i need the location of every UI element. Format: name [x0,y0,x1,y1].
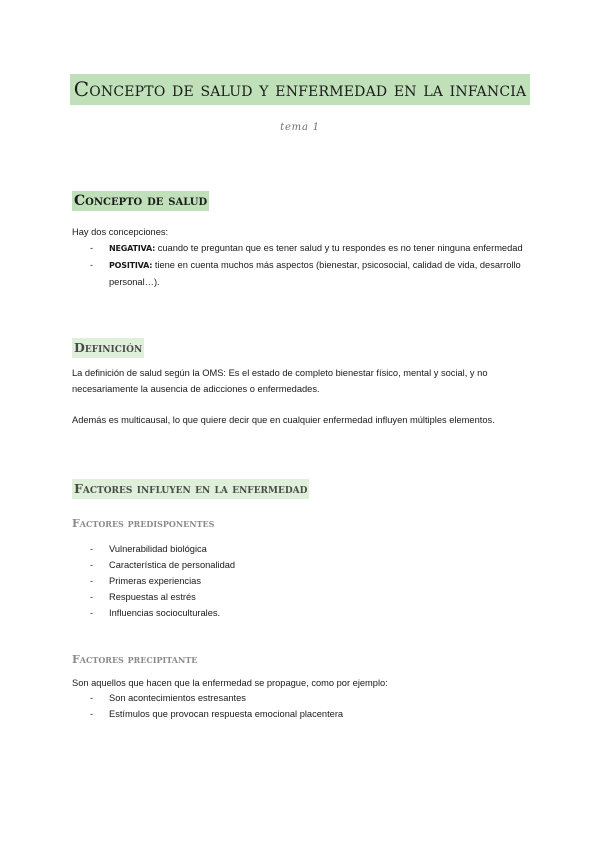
list-item [72,541,532,557]
definicion-paragraph-1: La definición de salud según la OMS: Es el estado de completo bienestar físico, mental y social, y no necesariamente la ausencia de adicciones o enfermedades. [72,368,488,394]
dash-bullet: - [90,592,94,602]
concepciones-list [72,240,532,290]
item-text: tiene en cuenta muchos más aspectos (bienestar, psicosocial, calidad de vida, desarrollo personal…). [109,260,521,287]
item-text: Respuestas al estrés [109,592,196,602]
item-text: Influencias socioculturales. [109,608,221,618]
dash-bullet: - [90,260,94,270]
document-title: Concepto de salud y enfermedad en la infancia [70,74,531,105]
item-text: Estímulos que provocan respuesta emocional placentera [109,709,344,719]
list-item [72,589,532,605]
term-positiva: POSITIVA: [109,261,153,270]
term-negativa: NEGATIVA: [109,244,156,253]
item-text: Vulnerabilidad biológica [109,544,207,554]
list-item [72,257,532,290]
document-subtitle: tema 1 [280,122,320,133]
heading-definicion: Definición [72,338,144,358]
precipitante-intro: Son aquellos que hacen que la enfermedad se propague, como por ejemplo: [72,678,388,688]
list-item [72,690,532,706]
title-block [0,74,600,105]
item-text: Característica de personalidad [109,560,236,570]
list-item [72,240,532,257]
heading-precipitante: Factores precipitante [72,653,198,666]
dash-bullet: - [90,544,94,554]
dash-bullet: - [90,576,94,586]
item-text: Son acontecimientos estresantes [109,693,246,703]
list-item [72,557,532,573]
concepto-intro: Hay dos concepciones: [72,227,169,237]
heading-predisponentes: Factores predisponentes [72,517,215,530]
dash-bullet: - [90,560,94,570]
dash-bullet: - [90,709,94,719]
item-text: cuando te preguntan que es tener salud y tu respondes es no tener ninguna enfermedad [155,243,523,253]
item-text: Primeras experiencias [109,576,201,586]
dash-bullet: - [90,608,94,618]
list-item [72,605,532,621]
list-item [72,706,532,722]
list-item [72,573,532,589]
subtitle-block [0,117,600,135]
heading-concepto-de-salud: Concepto de salud [74,193,208,209]
precipitante-list [72,690,532,722]
definicion-paragraph-2: Además es multicausal, lo que quiere decir que en cualquier enfermedad influyen múltiples elementos. [72,415,495,425]
predisponentes-list [72,541,532,621]
heading-factores: Factores influyen en la enfermedad [72,479,309,499]
dash-bullet: - [90,693,94,703]
dash-bullet: - [90,243,94,253]
